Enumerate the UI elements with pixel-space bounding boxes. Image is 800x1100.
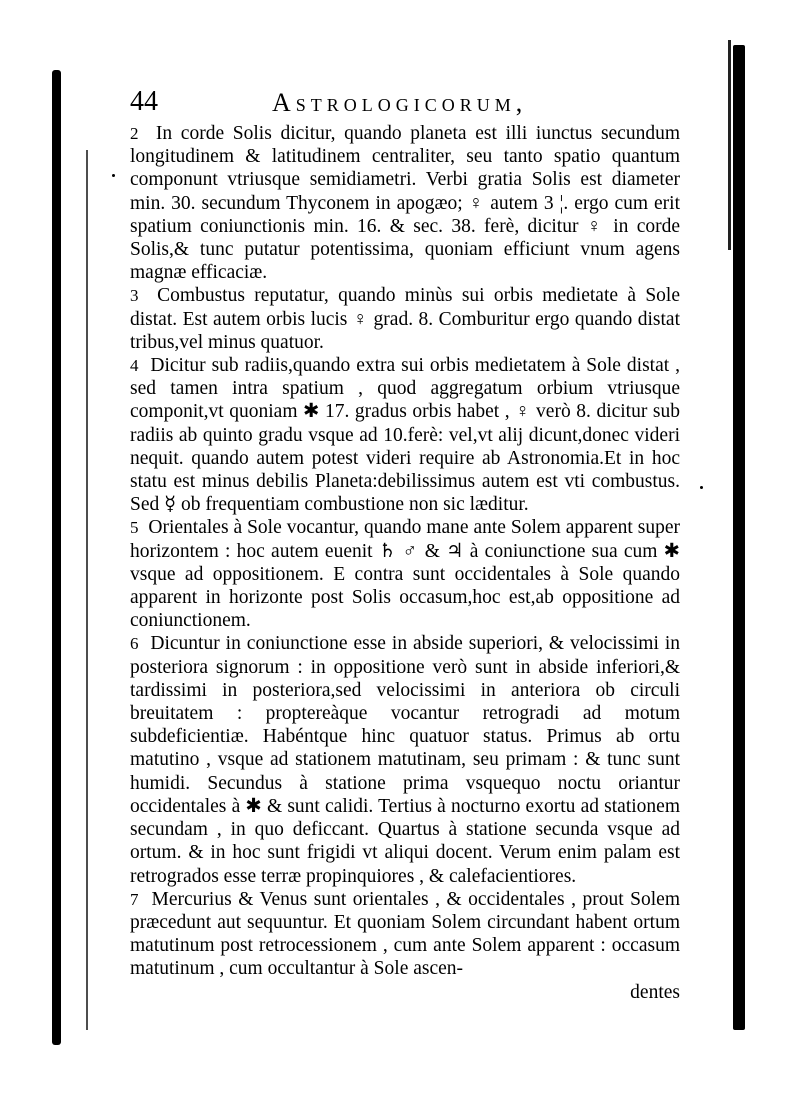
paragraph-number: 2 [130, 124, 139, 143]
paragraph-number: 3 [130, 286, 139, 306]
paragraph-number: 4 [130, 356, 139, 376]
paragraph-4 [130, 354, 680, 516]
page-edge-right [733, 45, 745, 1030]
book-page [130, 86, 680, 1004]
paragraph-text: Orientales à Sole vocantur, quando mane ante Solem apparent super horizontem : hoc autem euenit ♄ ♂ & ♃ à coniunctione sua cum ✱ vsque ad oppositionem. E contra sunt occidentales à Sole quando apparent in horizonte post Solis occasum,hoc est,ab oppositione ad coniunctionem. [130, 517, 681, 632]
paragraph-text: Mercurius & Venus sunt orientales , & occidentales , prout Solem præcedunt aut sequuntur. Et quoniam Solem circundant habent ortum matutinum post retrocessionem , cum ante Solem apparent : occasum matutinum , cum occultantur à Sole ascen- [130, 888, 680, 980]
binding-edge-left [52, 70, 61, 1045]
page-shadow-right [728, 40, 731, 250]
paragraph-3 [130, 284, 680, 354]
paragraph-text: In corde Solis dicitur, quando planeta est illi iunctus secundum longitudinem & latitudinem centraliter, seu tanto spatio quantum componunt vtriusque semidiametri. Verbi gratia Solis est diameter min. 30. secundum Thyconem in apogæo; ♀ autem 3 ¦. ergo cum erit spatium coniunctionis min. 16. & sec. 38. ferè, dicitur ♀ in corde Solis,& tunc putatur potentissima, quoniam efficiunt vnum agens magnæ efficaciæ. [130, 123, 681, 284]
page-number: 44 [130, 86, 158, 117]
paragraph-2 [130, 122, 680, 284]
paragraph-7 [130, 888, 680, 981]
scan-speck [700, 486, 703, 489]
binding-shadow-left [86, 150, 88, 1030]
catchword: dentes [630, 981, 680, 1003]
page-header [130, 86, 680, 122]
running-title: Astrologicorum, [272, 88, 528, 117]
paragraph-6 [130, 632, 680, 887]
paragraph-number: 5 [130, 518, 139, 538]
paragraph-5 [130, 516, 680, 632]
paragraph-number: 7 [130, 889, 139, 909]
paragraph-text: Dicitur sub radiis,quando extra sui orbis medietatem à Sole distat , sed tamen intra spatium , quod aggregatum orbium vtriusque componit,vt quoniam ✱ 17. gradus orbis habet , ♀ verò 8. dicitur sub radiis ab quinto gradu vsque ad 10.ferè: vel,vt alij dicunt,donec videri nequit. quando autem potest videri require ab Astronomia.Et in hoc statu est minus debilis Planeta:debilissimus autem est vti combustus. Sed ☿ ob frequentiam combustione non sic læditur. [130, 355, 680, 516]
paragraph-text: Dicuntur in coniunctione esse in abside superiori, & velocissimi in posteriora signorum : in oppositione verò sunt in abside inferiori,& tardissimi in posteriora,sed velocissimi in anteriora ob circuli breuitatem : proptereàque vocantur retrogradi ad motum subdeficientiæ. Habéntque hinc quatuor status. Primus ab ortu matutino , vsque ad stationem matutinam, seu primam : & tunc sunt humidi. Secundus à statione prima vsquequo noctu oriantur occidentales à ✱ & sunt calidi. Tertius à nocturno exortu ad stationem secundam , in quo deficcant. Quartus à statione secunda vsque ad ortum. & in hoc sunt frigidi vt aliqui docent. Verum enim palam est retrogrados esse terræ propinquiores , & calefacientiores. [130, 633, 680, 887]
paragraph-number: 6 [130, 634, 139, 654]
paragraph-text: Combustus reputatur, quando minùs sui orbis medietate à Sole distat. Est autem orbis lucis ♀ grad. 8. Comburitur ergo quando distat tribus,vel minus quatuor. [130, 285, 681, 353]
scan-speck [112, 174, 115, 177]
